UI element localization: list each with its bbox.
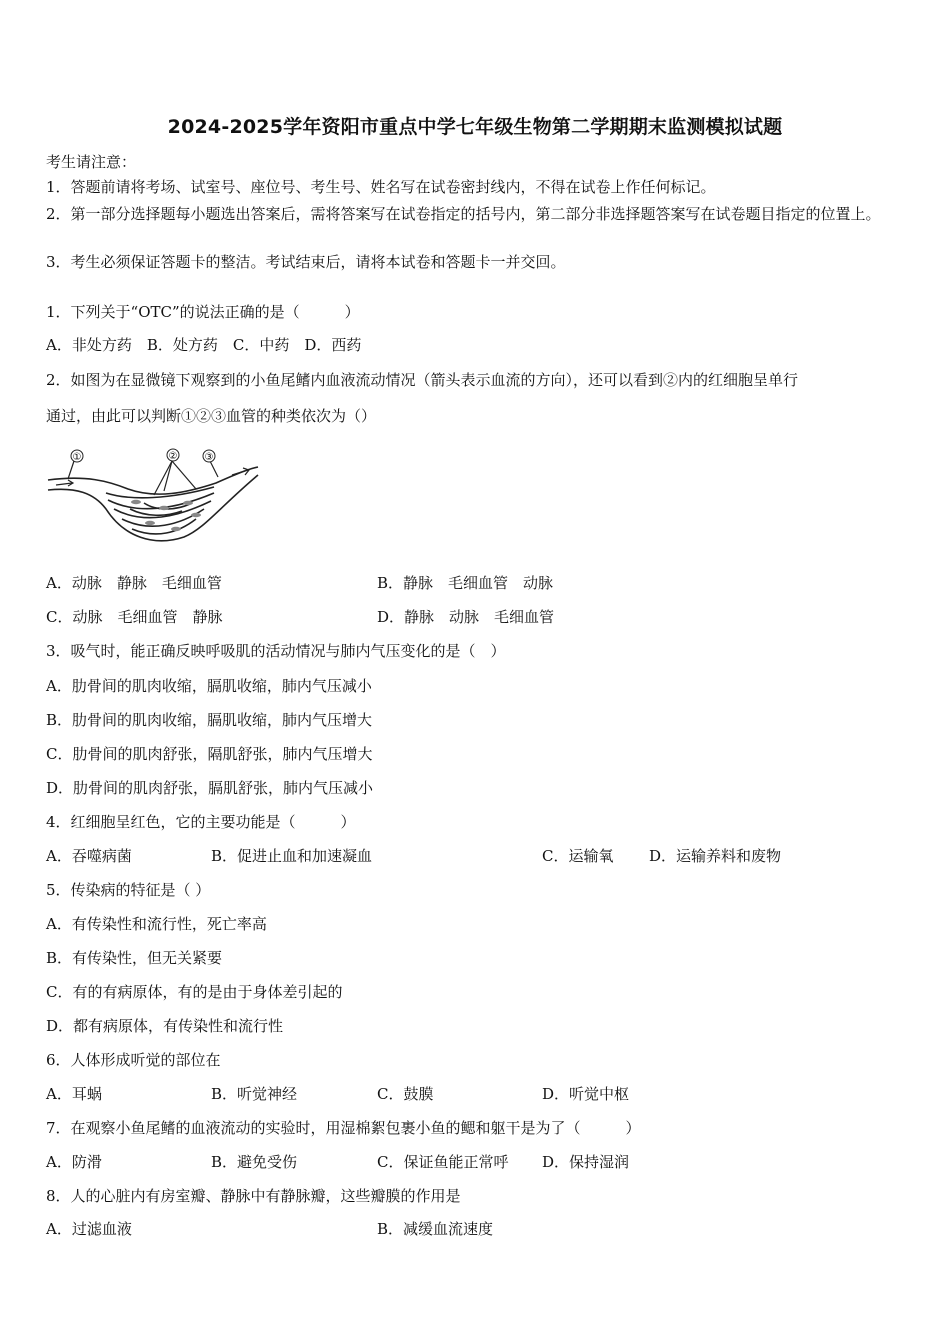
question-3-option-a: A．肋骨间的肌肉收缩，膈肌收缩，肺内气压减小 bbox=[46, 677, 372, 695]
question-5-option-a: A．有传染性和流行性，死亡率高 bbox=[46, 915, 267, 933]
question-5-stem: 5．传染病的特征是（ ） bbox=[46, 881, 211, 899]
question-2-option-c: C．动脉 毛细血管 静脉 bbox=[46, 608, 223, 626]
question-1-stem: 1．下列关于“OTC”的说法正确的是（ ） bbox=[46, 303, 360, 321]
figure-label-3: ③ bbox=[204, 452, 214, 463]
question-3-option-c: C．肋骨间的肌肉舒张，隔肌舒张，肺内气压增大 bbox=[46, 745, 373, 763]
question-5-option-d: D．都有病原体，有传染性和流行性 bbox=[46, 1017, 284, 1035]
question-2-option-a: A．动脉 静脉 毛细血管 bbox=[46, 574, 222, 592]
question-6-option-d: D．听觉中枢 bbox=[542, 1085, 630, 1103]
question-3-stem: 3．吸气时，能正确反映呼吸肌的活动情况与肺内气压变化的是（ ） bbox=[46, 642, 506, 660]
question-4-option-a: A．吞噬病菌 bbox=[46, 847, 132, 865]
question-3-option-b: B．肋骨间的肌肉收缩，膈肌收缩，肺内气压增大 bbox=[46, 711, 373, 729]
question-8-option-b: B．减缓血流速度 bbox=[377, 1220, 494, 1238]
question-7-option-a: A．防滑 bbox=[46, 1153, 102, 1171]
question-8-stem: 8．人的心脏内有房室瓣、静脉中有静脉瓣，这些瓣膜的作用是 bbox=[46, 1187, 461, 1205]
question-6-option-b: B．听觉神经 bbox=[211, 1085, 298, 1103]
question-6-stem: 6．人体形成听觉的部位在 bbox=[46, 1051, 221, 1069]
blood-vessel-figure bbox=[46, 445, 261, 550]
question-4-option-c: C．运输氧 bbox=[542, 847, 614, 865]
question-6-option-a: A．耳蜗 bbox=[46, 1085, 102, 1103]
question-1-options: A．非处方药 B．处方药 C．中药 D．西药 bbox=[46, 336, 362, 354]
figure-label-1: ① bbox=[72, 452, 82, 463]
question-2-option-d: D．静脉 动脉 毛细血管 bbox=[377, 608, 555, 626]
question-2-stem-line2: 通过，由此可以判断①②③血管的种类依次为（） bbox=[46, 407, 377, 425]
question-7-stem: 7．在观察小鱼尾鳍的血液流动的实验时，用湿棉絮包裹小鱼的鳃和躯干是为了（ ） bbox=[46, 1119, 641, 1137]
notice-item-2: 2．第一部分选择题每小题选出答案后，需将答案写在试卷指定的括号内，第二部分非选择题答案写在试卷题目指定的位置上。 bbox=[46, 205, 881, 223]
question-8-option-a: A．过滤血液 bbox=[46, 1220, 132, 1238]
page-title: 2024-2025学年资阳市重点中学七年级生物第二学期期末监测模拟试题 bbox=[167, 116, 783, 138]
question-7-option-d: D．保持湿润 bbox=[542, 1153, 630, 1171]
question-4-stem: 4．红细胞呈红色，它的主要功能是（ ） bbox=[46, 813, 356, 831]
question-7-option-c: C．保证鱼能正常呼 bbox=[377, 1153, 509, 1171]
question-4-option-b: B．促进止血和加速凝血 bbox=[211, 847, 373, 865]
notice-item-3: 3．考生必须保证答题卡的整洁。考试结束后，请将本试卷和答题卡一并交回。 bbox=[46, 253, 566, 271]
question-2-option-b: B．静脉 毛细血管 动脉 bbox=[377, 574, 554, 592]
notice-item-1: 1．答题前请将考场、试室号、座位号、考生号、姓名写在试卷密封线内，不得在试卷上作任何标记。 bbox=[46, 178, 716, 196]
question-5-option-b: B．有传染性，但无关紧要 bbox=[46, 949, 223, 967]
question-2-stem-line1: 2．如图为在显微镜下观察到的小鱼尾鳍内血液流动情况（箭头表示血流的方向），还可以看到②内的红细胞呈单行 bbox=[46, 371, 799, 389]
question-5-option-c: C．有的有病原体，有的是由于身体差引起的 bbox=[46, 983, 343, 1001]
question-6-option-c: C．鼓膜 bbox=[377, 1085, 434, 1103]
question-4-option-d: D．运输养料和废物 bbox=[649, 847, 782, 865]
question-7-option-b: B．避免受伤 bbox=[211, 1153, 298, 1171]
figure-label-2: ② bbox=[168, 451, 178, 462]
question-3-option-d: D．肋骨间的肌肉舒张，膈肌舒张，肺内气压减小 bbox=[46, 779, 374, 797]
notice-heading: 考生请注意： bbox=[46, 153, 137, 171]
